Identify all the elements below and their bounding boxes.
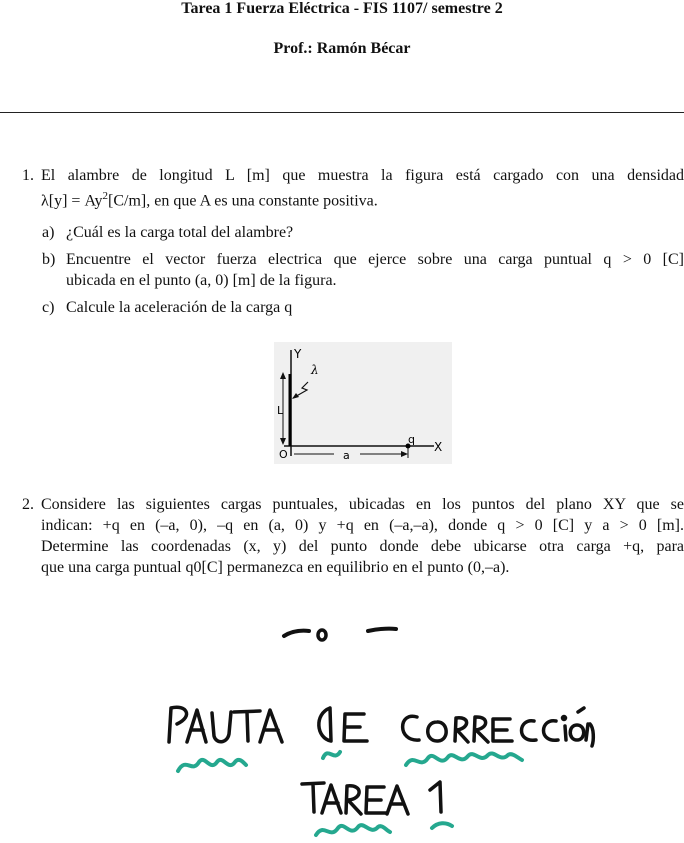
figure-diagram (274, 342, 452, 464)
problem-text-line (41, 186, 684, 211)
header-rule (0, 112, 684, 113)
handwritten-annotation (0, 600, 684, 838)
problem-text-line: El alambre de longitud L [m] que muestra la figura está cargado con una densidad (41, 167, 684, 184)
density-formula: λ[y] = Ay (41, 192, 103, 210)
subitem-text: Calcule la aceleración de la carga q (66, 299, 293, 316)
lambda-label: λ (311, 363, 319, 377)
subitem-label: b) (42, 251, 56, 268)
handwritten-heading (169, 707, 593, 746)
a-label: a (343, 449, 350, 462)
problem-number: 2. (22, 496, 34, 513)
subitem-label: c) (42, 299, 55, 316)
subitem-text: ¿Cuál es la carga total del alambre? (66, 224, 294, 241)
arrowhead (292, 393, 299, 399)
problem-text-line: indican: +q en (–a, 0), –q en (a, 0) y +q en (–a,–a), donde q > 0 [C] y a > 0 [m]. (41, 517, 684, 534)
subitem-text: ubicada en el punto (a, 0) [m] de la figura. (66, 272, 337, 289)
arrowhead (280, 372, 286, 379)
handwriting (0, 600, 684, 838)
problem-text-line: Determine las coordenadas (x, y) del punto donde debe ubicarse otra carga +q, para (41, 538, 684, 555)
y-axis-label: Y (294, 347, 302, 361)
exponent: 2 (102, 190, 109, 202)
problem-text-line: Considere las siguientes cargas puntuales, ubicadas en los puntos del plano XY que se (41, 496, 684, 513)
problem-text-line: que una carga puntual q0[C] permanezca en equilibrio en el punto (0,–a). (41, 559, 510, 576)
handwritten-separator (284, 629, 396, 640)
length-label: L (277, 404, 284, 417)
x-axis-label: X (434, 440, 443, 454)
subitem-label: a) (42, 224, 55, 241)
subitem-text: Encuentre el vector fuerza electrica que ejerce sobre una carga puntual q > 0 [C] (66, 251, 684, 268)
wire-figure (274, 342, 452, 464)
green-underline (178, 752, 522, 835)
problem-number: 1. (22, 167, 34, 184)
origin-label: O (279, 448, 288, 461)
arrowhead (280, 438, 286, 445)
handwritten-subheading (302, 782, 441, 814)
professor-name: Prof.: Ramón Bécar (273, 40, 411, 57)
problem-text-line-rest: [C/m], en que A es una constante positiva. (108, 192, 378, 210)
q-label: q (408, 433, 415, 446)
arrowhead (401, 451, 408, 457)
document-title: Tarea 1 Fuerza Eléctrica - FIS 1107/ semestre 2 (181, 0, 503, 17)
